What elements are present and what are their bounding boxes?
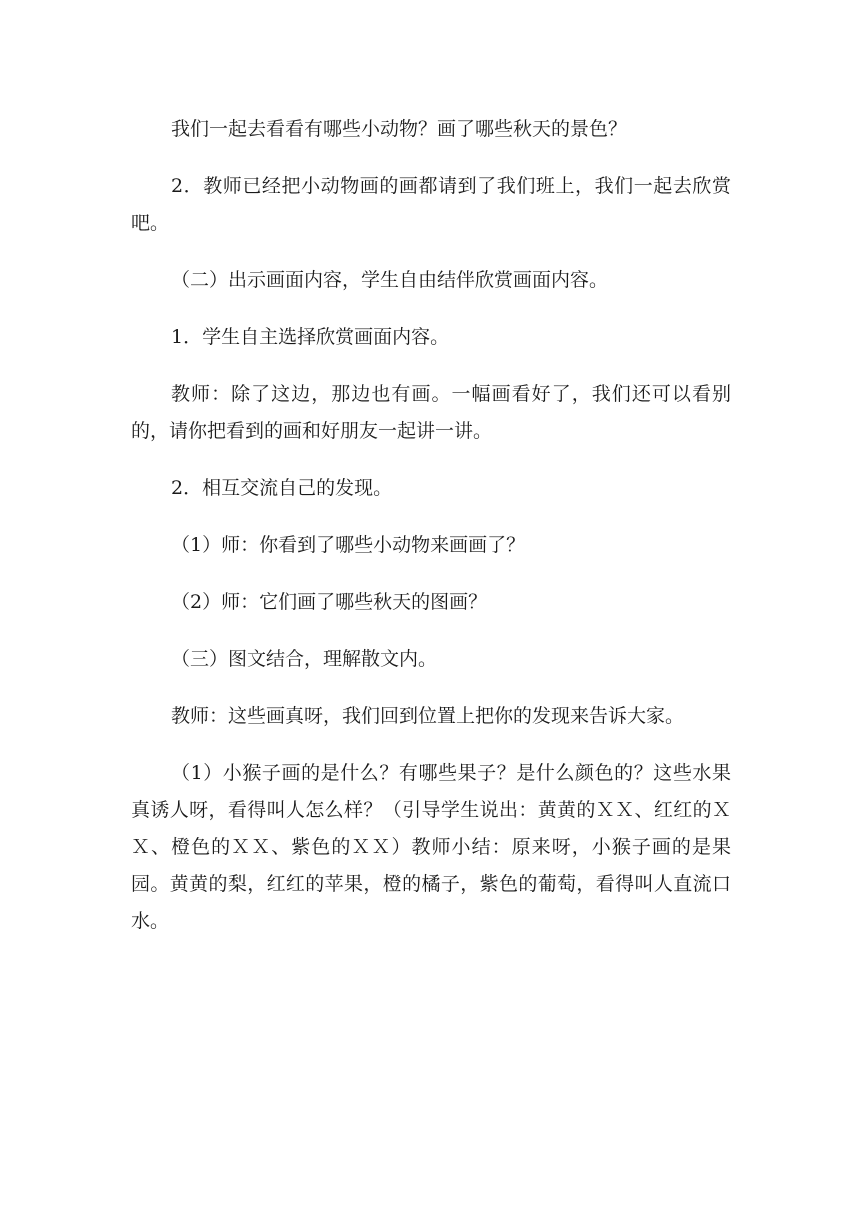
paragraph-5: 教师：除了这边，那边也有画。一幅画看好了，我们还可以看别的，请你把看到的画和好朋友一起讲一讲。 bbox=[131, 383, 731, 442]
paragraph-8: （2）师：它们画了哪些秋天的图画？ bbox=[171, 591, 488, 613]
paragraph-9: （三）图文结合，理解散文内。 bbox=[171, 648, 438, 670]
paragraph-3: （二）出示画面内容，学生自由结伴欣赏画面内容。 bbox=[171, 269, 609, 291]
paragraph-7: （1）师：你看到了哪些小动物来画画了？ bbox=[171, 534, 526, 556]
paragraph-10: 教师：这些画真呀，我们回到位置上把你的发现来告诉大家。 bbox=[171, 705, 685, 727]
paragraph-11: （1）小猴子画的是什么？有哪些果子？是什么颜色的？这些水果真诱人呀，看得叫人怎么样？（引导学生说出：黄黄的ＸＸ、红红的ＸＸ、橙色的ＸＸ、紫色的ＸＸ）教师小结：原来呀，小猴子画的是果园。黄黄的梨，红红的苹果，橙的橘子，紫色的葡萄，看得叫人直流口水。 bbox=[131, 762, 731, 932]
paragraph-1: 我们一起去看看有哪些小动物？画了哪些秋天的景色？ bbox=[171, 118, 628, 140]
paragraph-2: 2．教师已经把小动物画的画都请到了我们班上，我们一起去欣赏吧。 bbox=[131, 175, 731, 234]
paragraph-6: 2．相互交流自己的发现。 bbox=[171, 477, 393, 499]
paragraph-4: 1．学生自主选择欣赏画面内容。 bbox=[171, 326, 450, 348]
document-body bbox=[131, 111, 731, 960]
